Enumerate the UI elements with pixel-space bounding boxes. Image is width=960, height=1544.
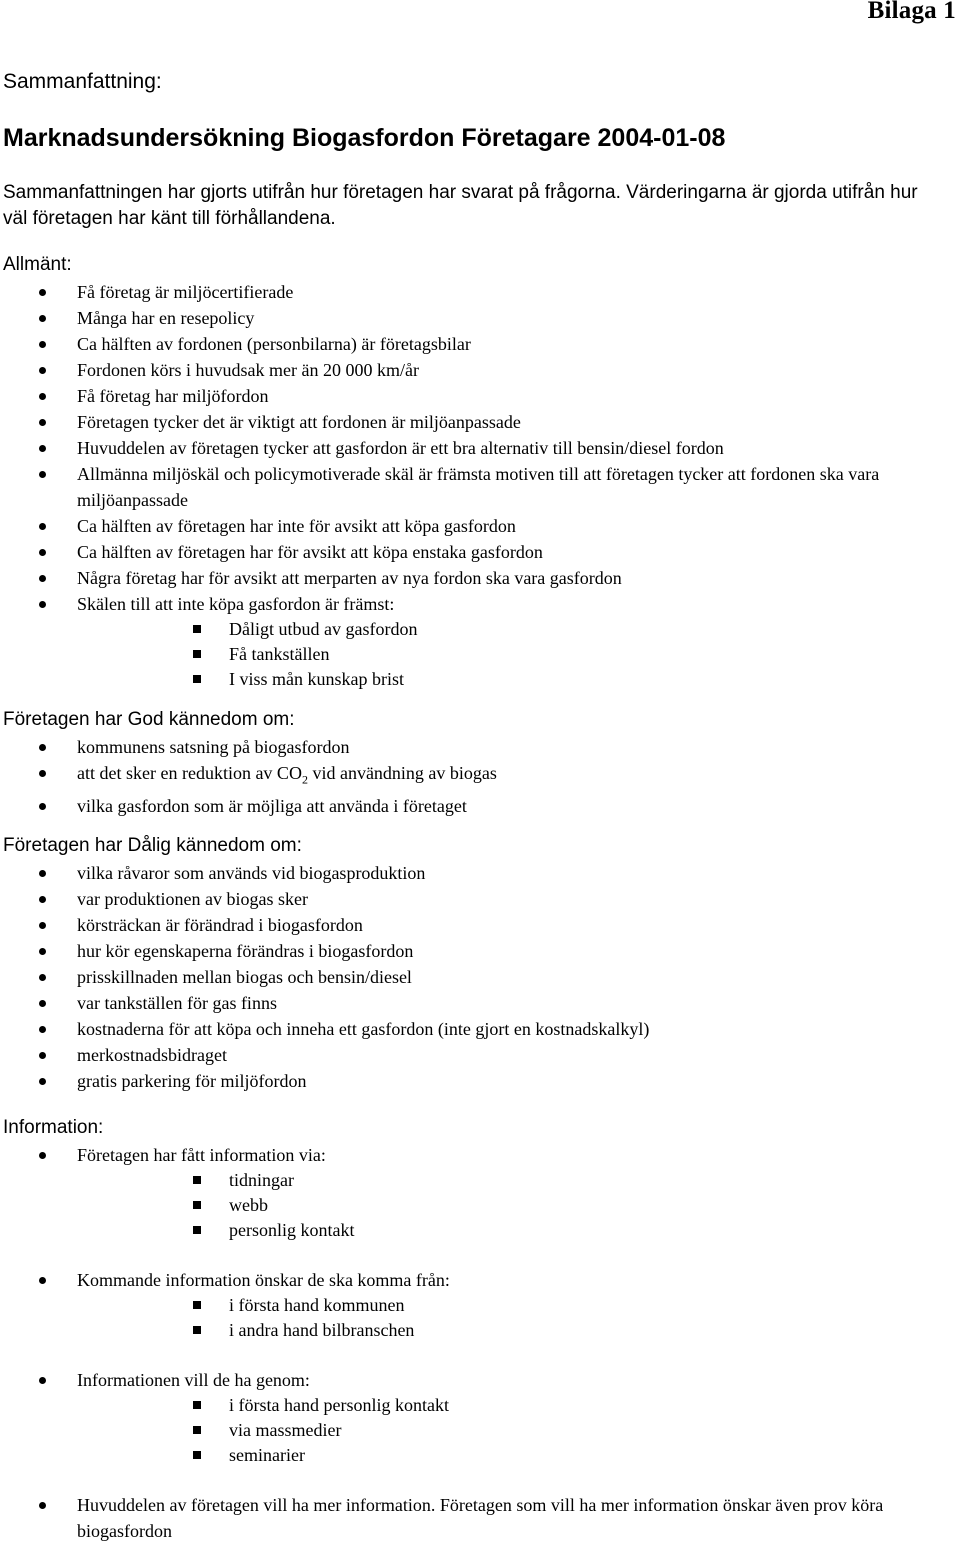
list-item: Huvuddelen av företagen tycker att gasfordon är ett bra alternativ till bensin/diesel fordon [0,435,960,461]
bullet-icon [39,1052,46,1059]
bullet-icon [39,870,46,877]
square-bullet-icon [193,1451,201,1459]
bullet-icon [39,341,46,348]
bullet-icon [39,289,46,296]
sublist-item: i första hand kommunen [0,1293,960,1318]
square-bullet-icon [193,675,201,683]
list-item: Fordonen körs i huvudsak mer än 20 000 km/år [0,357,960,383]
reasons-sublist [77,617,960,692]
list-item: Ca hälften av fordonen (personbilarna) är företagsbilar [0,331,960,357]
information-list [0,1142,960,1544]
square-bullet-icon [193,1326,201,1334]
bullet-icon [39,367,46,374]
square-bullet-icon [193,1226,201,1234]
list-item: Få företag har miljöfordon [0,383,960,409]
bullet-icon [39,1377,46,1384]
list-item: Kommande information önskar de ska komma från: i första hand kommunen i andra hand bilbranschen [0,1267,960,1343]
list-item: var tankställen för gas finns [0,990,960,1016]
list-item: Ca hälften av företagen har för avsikt att köpa enstaka gasfordon [0,539,960,565]
list-item: Skälen till att inte köpa gasfordon är främst: Dåligt utbud av gasfordon Få tankställen I viss mån kunskap brist [0,591,960,692]
list-item: att det sker en reduktion av $CO_2$ vid användning av biogas [0,760,960,793]
list-item: merkostnadsbidraget [0,1042,960,1068]
square-bullet-icon [193,1176,201,1184]
sublist-item: seminarier [0,1443,960,1468]
list-spacer [0,1468,960,1492]
bullet-icon [39,393,46,400]
bullet-icon [39,419,46,426]
bullet-icon [39,803,46,810]
bullet-icon [39,523,46,530]
list-item: Företagen tycker det är viktigt att fordonen är miljöanpassade [0,409,960,435]
square-bullet-icon [193,650,201,658]
list-item: Allmänna miljöskäl och policymotiverade skäl är främsta motiven till att företagen tycker att fordonen ska vara miljöanpassade [0,461,960,513]
summary-subtitle: Sammanfattning: [3,70,162,93]
poor-knowledge-list [0,860,960,1094]
bullet-icon [39,1000,46,1007]
list-item: Några företag har för avsikt att merparten av nya fordon ska vara gasfordon [0,565,960,591]
sublist-item: webb [0,1193,960,1218]
document-title: Marknadsundersökning Biogasfordon Företagare 2004-01-08 [3,124,726,152]
information-heading: Information: [3,1117,104,1138]
sublist-item: i första hand personlig kontakt [0,1393,960,1418]
bullet-icon [39,974,46,981]
intro-paragraph: Sammanfattningen har gjorts utifrån hur företagen har svarat på frågorna. Värderingarna är gjorda utifrån hur väl företagen har känt till förhållandena. [3,182,918,229]
bullet-icon [39,1152,46,1159]
bullet-icon [39,1026,46,1033]
general-list [0,279,960,692]
bullet-icon [39,549,46,556]
list-item: var produktionen av biogas sker [0,886,960,912]
list-item: vilka råvaror som används vid biogasproduktion [0,860,960,886]
bullet-icon [39,1078,46,1085]
bullet-icon [39,948,46,955]
sublist-item: personlig kontakt [0,1218,960,1243]
good-knowledge-list [0,734,960,819]
list-item: Huvuddelen av företagen vill ha mer information. Företagen som vill ha mer information önskar även prov köra biogasfordon [0,1492,960,1544]
square-bullet-icon [193,1401,201,1409]
list-item: Många har en resepolicy [0,305,960,331]
sublist-item: I viss mån kunskap brist [0,667,960,692]
sublist-item: tidningar [0,1168,960,1193]
good-knowledge-heading: Företagen har God kännedom om: [3,709,295,730]
bullet-icon [39,471,46,478]
list-item: gratis parkering för miljöfordon [0,1068,960,1094]
square-bullet-icon [193,1301,201,1309]
list-item: körsträckan är förändrad i biogasfordon [0,912,960,938]
square-bullet-icon [193,625,201,633]
poor-knowledge-heading: Företagen har Dålig kännedom om: [3,835,302,856]
wanted-from-sublist [77,1293,960,1343]
general-heading: Allmänt: [3,254,72,275]
annex-label: Bilaga 1 [867,0,956,24]
received-sublist [77,1168,960,1243]
square-bullet-icon [193,1201,201,1209]
bullet-icon [39,896,46,903]
bullet-icon [39,922,46,929]
list-item: prisskillnaden mellan biogas och bensin/diesel [0,964,960,990]
square-bullet-icon [193,1426,201,1434]
sublist-item: Dåligt utbud av gasfordon [0,617,960,642]
bullet-icon [39,1277,46,1284]
bullet-icon [39,1502,46,1509]
list-spacer [0,1343,960,1367]
list-item: vilka gasfordon som är möjliga att använda i företaget [0,793,960,819]
list-spacer [0,1243,960,1267]
list-item: Få företag är miljöcertifierade [0,279,960,305]
list-item: kostnaderna för att köpa och inneha ett gasfordon (inte gjort en kostnadskalkyl) [0,1016,960,1042]
bullet-icon [39,445,46,452]
sublist-item: via massmedier [0,1418,960,1443]
wanted-via-sublist [77,1393,960,1468]
sublist-item: i andra hand bilbranschen [0,1318,960,1343]
list-item: kommunens satsning på biogasfordon [0,734,960,760]
bullet-icon [39,315,46,322]
bullet-icon [39,601,46,608]
bullet-icon [39,575,46,582]
list-item: hur kör egenskaperna förändras i biogasfordon [0,938,960,964]
co2-subscript: 2 [301,772,308,787]
list-item: Informationen vill de ha genom: i första hand personlig kontakt via massmedier seminarier [0,1367,960,1468]
bullet-icon [39,770,46,777]
sublist-item: Få tankställen [0,642,960,667]
list-item: Ca hälften av företagen har inte för avsikt att köpa gasfordon [0,513,960,539]
list-item: Företagen har fått information via: tidningar webb personlig kontakt [0,1142,960,1243]
bullet-icon [39,744,46,751]
